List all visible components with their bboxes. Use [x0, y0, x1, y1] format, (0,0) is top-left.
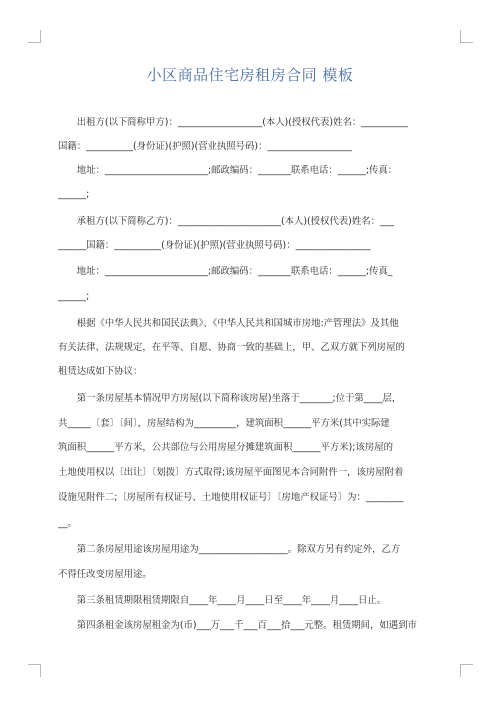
text-line: __。 — [58, 518, 77, 529]
crop-mark-top-left — [28, 30, 41, 43]
text-line: ______国籍：__________(身份证)(护照)(营业执照号码)：________________ — [58, 240, 371, 251]
crop-mark-bottom-right — [460, 664, 473, 677]
text-line: 不得任改变房屋用途。 — [58, 569, 152, 580]
text-line: 第三条租赁期限租赁期限自____年____月____日至____年____月____日止。 — [58, 595, 387, 606]
crop-mark-bottom-left — [28, 664, 41, 677]
text-line: 设施见附件二;〔房屋所有权证号、土地使用权证号〕〔房地产权证号〕为：________ — [58, 492, 404, 503]
text-line: 国籍：__________(身份证)(护照)(营业执照号码)：__________________ — [58, 141, 352, 152]
text-line: ______; — [58, 291, 90, 302]
text-line: 筑面积______平方米，公共部位与公用房屋分摊建筑面积______平方米);该房屋的 — [58, 442, 393, 453]
text-line: 土地使用权以〔出让〕〔划拨〕方式取得;该房屋平面图见本合同附件一，该房屋附着 — [58, 467, 404, 478]
text-line: 共_____〔套〕〔间〕，房屋结构为_________，建筑面积______平方米(其中实际建 — [58, 418, 390, 429]
text-line: 出租方(以下简称甲方)：__________________(本人)(授权代表)姓名：__________ — [58, 117, 409, 128]
text-line: 第一条房屋基本情况甲方房屋(以下简称该房屋)坐落于_______;位于第____层， — [58, 393, 402, 404]
text-line: 地址：______________________;邮政编码：_______联系电话：______;传真_ — [58, 266, 393, 277]
text-line: 第二条房屋用途该房屋用途为___________________。除双方另有约定外，乙方 — [58, 544, 401, 555]
text-line: 第四条租金该房屋租金为(币)___万___千___百___拾___元整。租赁期间，如遇到市 — [58, 620, 417, 631]
crop-mark-top-right — [460, 30, 473, 43]
document-title: 小区商品住宅房租房合同 模板 — [146, 66, 354, 84]
text-line: ______; — [58, 189, 90, 200]
text-line: 地址：______________________;邮政编码：_______联系电话：______;传真： — [58, 165, 398, 176]
text-line: 租赁达成如下协议： — [58, 366, 143, 377]
text-line: 承租方(以下简称乙方)：______________________(本人)(授权代表)姓名：___ — [58, 216, 395, 227]
text-line: 有关法律、法规规定，在平等、自愿、协商一致的基础上，甲、乙双方就下列房屋的 — [58, 342, 405, 353]
text-line: 根据《中华人民共和国民法典》、《中华人民共和国城市房地:产管理法》及其他 — [58, 318, 399, 329]
